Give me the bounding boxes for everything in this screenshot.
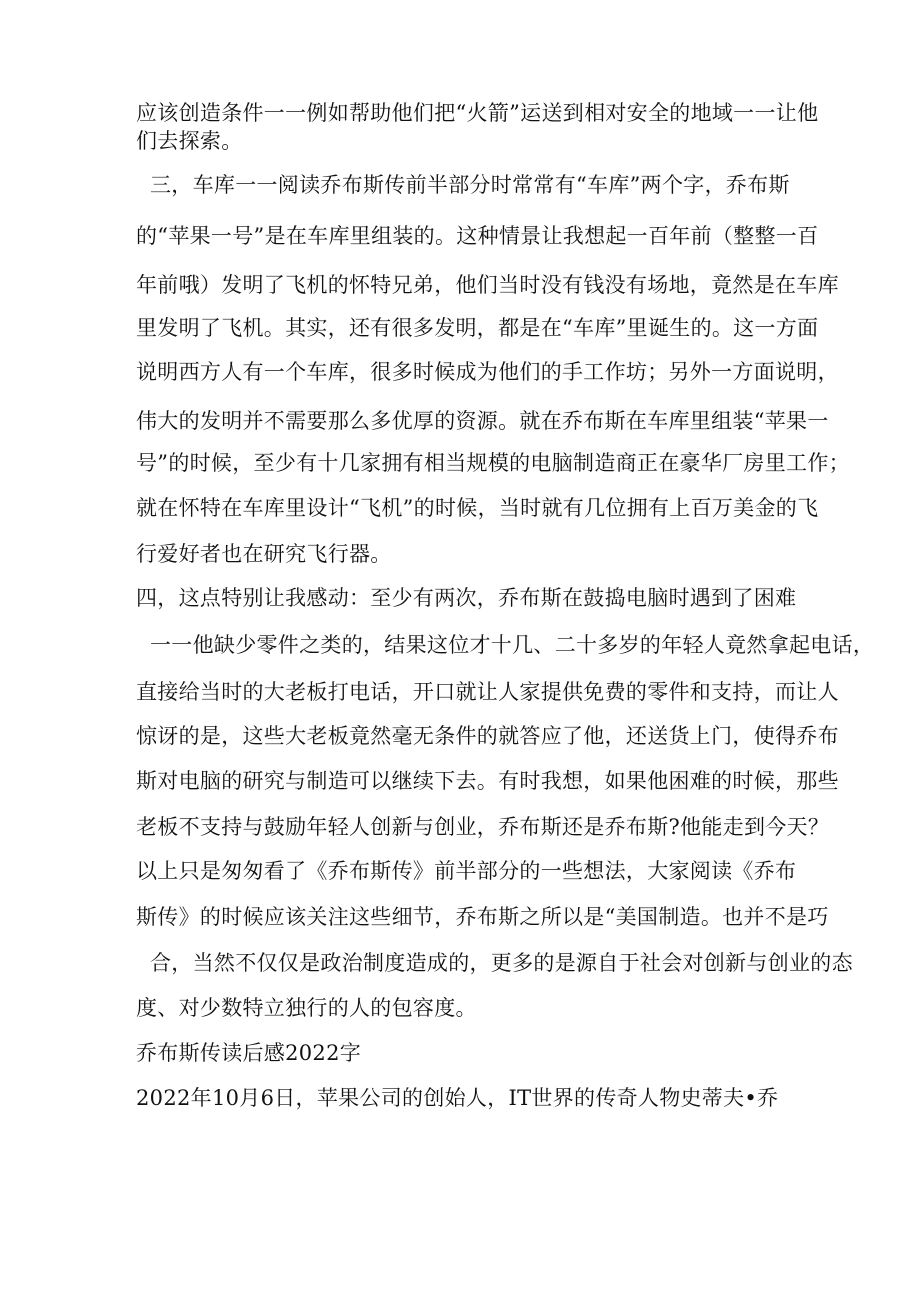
paragraph-line: 三，车库一一阅读乔布斯传前半部分时常常有“车库”两个字，乔布斯 [150, 173, 790, 197]
paragraph-line: 们去探索。 [136, 129, 243, 153]
paragraph-line: 度、对少数特立独行的人的包容度。 [136, 996, 477, 1020]
paragraph-line: 2022年10月6日，苹果公司的创始人，IT世界的传奇人物史蒂夫•乔 [136, 1086, 779, 1110]
paragraph-line: 里发明了飞机。其实，还有很多发明，都是在“车库”里诞生的。这一方面 [136, 316, 819, 340]
paragraph-line: 年前哦）发明了飞机的怀特兄弟，他们当时没有钱没有场地，竟然是在车库 [136, 273, 839, 297]
paragraph-line: 惊讶的是，这些大老板竟然毫无条件的就答应了他，还送货上门，使得乔布 [136, 724, 839, 748]
paragraph-line: 老板不支持与鼓励年轻人创新与创业，乔布斯还是乔布斯?他能走到今天？ [136, 815, 830, 839]
paragraph-line: 的“苹果一号”是在车库里组装的。这种情景让我想起一百年前（整整一百 [136, 224, 819, 248]
paragraph-line: 应该创造条件一一例如帮助他们把“火箭”运送到相对安全的地域一一让他 [136, 101, 819, 125]
paragraph-line: 四，这点特别让我感动：至少有两次，乔布斯在鼓捣电脑时遇到了困难 [136, 586, 797, 610]
paragraph-line: 斯对电脑的研究与制造可以继续下去。有时我想，如果他困难的时候，那些 [136, 769, 839, 793]
paragraph-line: 伟大的发明并不需要那么多优厚的资源。就在乔布斯在车库里组装“苹果一 [136, 409, 829, 433]
paragraph-line: 以上只是匆匆看了《乔布斯传》前半部分的一些想法，大家阅读《乔布 [136, 859, 797, 883]
paragraph-line: 合，当然不仅仅是政治制度造成的，更多的是源自于社会对创新与创业的态 [150, 951, 853, 975]
paragraph-line: 乔布斯传读后感2022字 [136, 1041, 362, 1065]
paragraph-line: 斯传》的时候应该关注这些细节，乔布斯之所以是“美国制造。也并不是巧 [136, 905, 829, 929]
paragraph-line: 就在怀特在车库里设计“飞机”的时候，当时就有几位拥有上百万美金的飞 [136, 496, 819, 520]
paragraph-line: 说明西方人有一个车库，很多时候成为他们的手工作坊；另外一方面说明， [136, 360, 839, 384]
paragraph-line: 号”的时候，至少有十几家拥有相当规模的电脑制造商正在豪华厂房里工作； [136, 451, 850, 475]
paragraph-line: 一一他缺少零件之类的，结果这位才十几、二十多岁的年轻人竟然拿起电话， [150, 633, 875, 657]
paragraph-line: 直接给当时的大老板打电话，开口就让人家提供免费的零件和支持，而让人 [136, 680, 839, 704]
paragraph-line: 行爱好者也在研究飞行器。 [136, 542, 392, 566]
